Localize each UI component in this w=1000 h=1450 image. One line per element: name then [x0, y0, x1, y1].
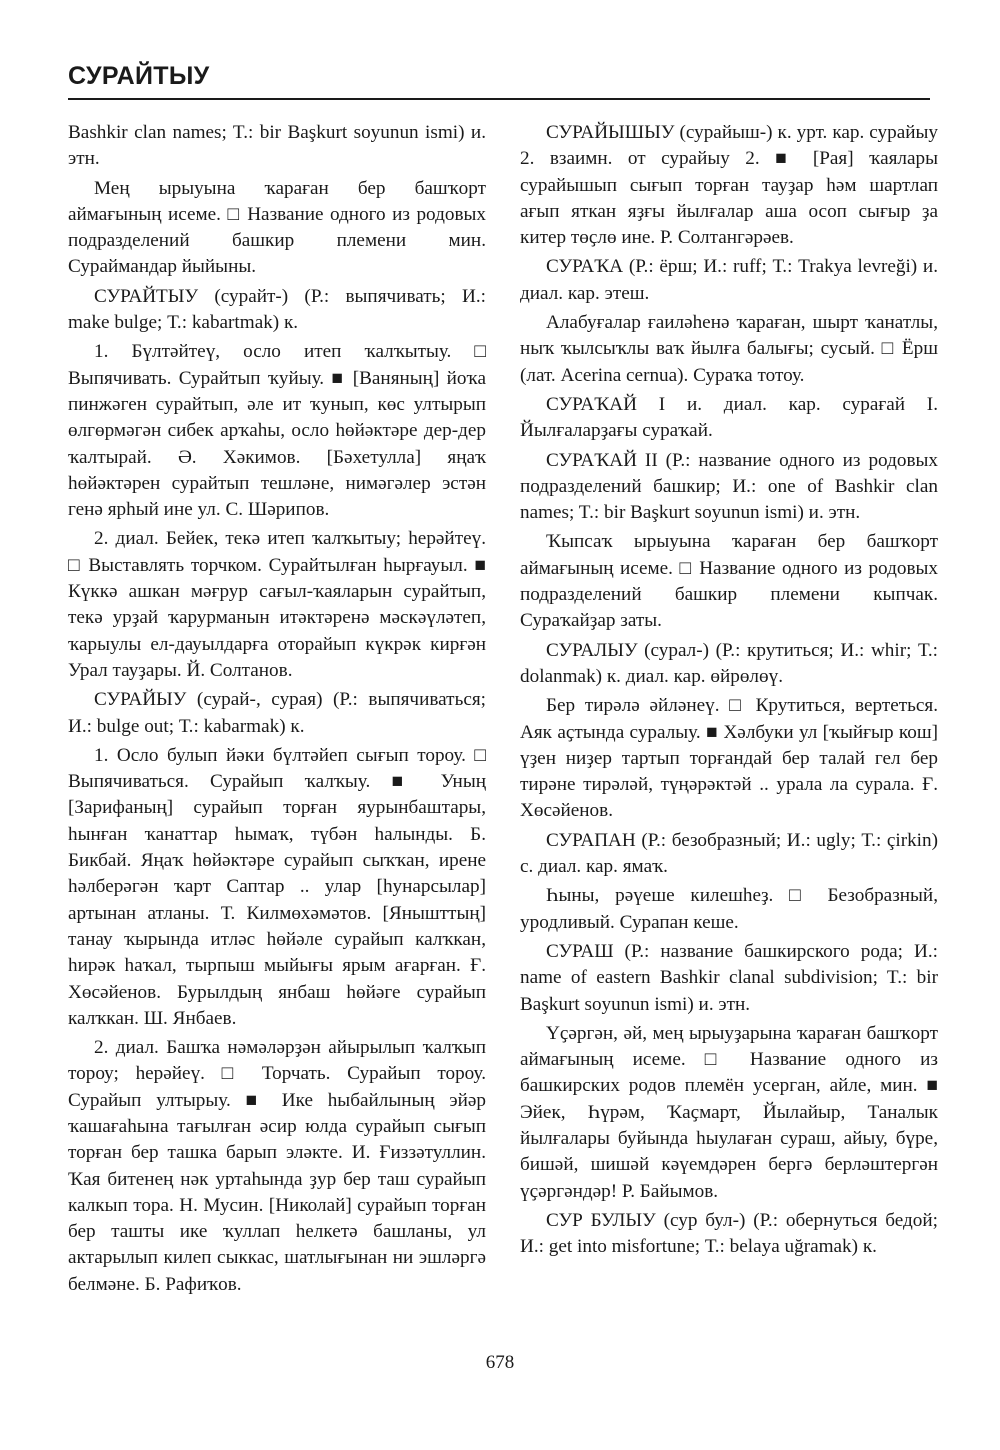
entry-headword-paragraph: СУРАЛЫУ (сурал-) (Р.: крутиться; И.: whir; Т.: dolanmak) к. диал. кар. өйрөлөү.: [520, 639, 938, 687]
entry-headword-paragraph: СУРАПАН (Р.: безобразный; И.: ugly; Т.: çirkin) с. диал. кар. ямаҡ.: [520, 829, 938, 878]
left-column: [68, 120, 486, 1301]
entry-paragraph: Һыны, рәүеше килешһеҙ. □ Безобразный, уродливый. Сурапан кеше.: [520, 885, 938, 933]
entry-headword-paragraph: СУРАҠАЙ I и. диал. кар. сурағай I. Йылғаларҙағы сураҡай.: [520, 393, 938, 442]
entry-paragraph: 1. Бүлтәйтеү, осло итеп ҡалҡытыу. □ Выпячивать. Сурайтып ҡуйыу. ■ [Ваняның] йоҡа пинжәген сурайтып, әле ит ҡунып, көс ултырып өлгөрмәгән сибек арҡаһы, осло һөйәктәре дер-дер ҡалтырай. Ә. Хәкимов. [Бәхетулла] яңаҡ һөйәктәрен сурайтып тешләне, нимәгәлер эстән генә ярһый ине ул. С. Шәрипов.: [68, 341, 486, 521]
entry-headword-paragraph: СУРАЙТЫУ (сурайт-) (Р.: выпячивать; И.: make bulge; Т.: kabartmak) к.: [68, 285, 486, 334]
entry-headword-paragraph: СУРАШ (Р.: название башкирского рода; И.: name of eastern Bashkir clanal subdivision; T.: bir Başkurt soyunun ismi) и. этн.: [520, 940, 938, 1015]
entry-headword-paragraph: СУР БУЛЫУ (сур бул-) (Р.: обернуться бедой; И.: get into misfortune; Т.: belaya uğramak) к.: [520, 1209, 938, 1258]
header-rule: [68, 98, 930, 100]
entry-paragraph: Мең ырыуына ҡараған бер башҡорт аймағының исеме. □ Название одного из родовых подразделений башкир племени мин. Сураймандар йыйыны.: [68, 177, 486, 278]
entry-paragraph: Бер тирәлә әйләнеү. □ Крутиться, вертеться. Аяк аҫтында суралыу. ■ Хәлбуки ул [ҡыйғыр кош] үҙен ниҙер тартып торғандай бер талай гел бер тирәне тирәләй, түңәрәктәй .. урала ла сурала. Ғ. Хөсәйенов.: [520, 695, 938, 822]
entry-headword-paragraph: СУРАҠАЙ II (Р.: название одного из родовых подразделений башкир; И.: one of Bashkir clan names; T.: bir Başkurt soyunun ismi) и. этн.: [520, 449, 938, 524]
entry-paragraph: 2. диал. Бейек, текә итеп ҡалҡытыу; һерәйтеү. □ Выставлять торчком. Сурайтылған һырғауыл. ■ Күккә ашкан мәғрур сағыл-ҡаяларын сурайтып, текә урҙай ҡарурманын итәктәренә мәскәүләтеп, ҡарыулы ел-дауылдарға оторайып күкрәк кирғән Урал тауҙары. Й. Солтанов.: [68, 528, 486, 681]
right-column: [520, 120, 938, 1263]
entry-paragraph: Bashkir clan names; T.: bir Başkurt soyunun ismi) и. этн.: [68, 122, 486, 170]
entry-paragraph: 1. Осло булып йәки бүлтәйеп сығып тороу. □ Выпячиваться. Сурайып ҡалҡыу. ■ Уның [Зарифаның] сурайып торған яурынбаштары, һынған ҡанаттар һымаҡ, түбән һалынды. Б. Бикбай. Яңаҡ һөйәктәре сурайып сыҡҡан, ирене һәлберәгән ҡарт Саптар .. улар [һунарсылар] артынан атланы. Т. Килмөхәмәтов. [Янышттың] танау ҡырында итләс һөйәле сурайып калҡкан, һирәк һаҡал, тырпыш мыйығы ярым ағарған. Ғ. Хөсәйенов. Бурылдың янбаш һөйәге сурайып калҡкан. Ш. Янбаев.: [68, 744, 486, 1029]
entry-paragraph: 2. диал. Башҡа нәмәләрҙән айырылып ҡалҡып тороу; һерәйеү. □ Торчать. Сурайып тороу. Сурайып ултырыу. ■ Ике һыбайлының эйәр ҡашағаһына тағылған әсир юлда сурайып сығып торған бер ташка барып эләкте. И. Ғиззәтуллин. Ҡая битенең нәк уртаһында ҙур бер таш сурайып калкып тора. Н. Мусин. [Николай] сурайып торған бер ташты ике ҡуллап һелкетә башланы, ул актарылып килеп сыккас, шатлығынан ни эшләргә белмәне. Б. Рафиҡов.: [68, 1037, 486, 1295]
entry-paragraph: Алабуғалар ғаиләһенә ҡараған, шырт ҡанатлы, ныҡ ҡылсыҡлы ваҡ йылға балығы; сусый. □ Ёрш (лат. Acerina cernua). Сураҡа тотоу.: [520, 312, 938, 386]
entry-headword-paragraph: СУРАҠА (Р.: ёрш; И.: ruff; Т.: Trakya levreği) и. диал. кар. этеш.: [520, 256, 938, 304]
entry-paragraph: Ҡыпсаҡ ырыуына ҡараған бер башҡорт аймағының исеме. □ Название одного из родовых подразделений башкир племени кыпчак. Сураҡайҙар заты.: [520, 531, 938, 632]
entry-paragraph: Үҫәргән, әй, мең ырыуҙарына ҡараған башҡорт аймағының исеме. □ Название одного из башкирских родов племён усерган, айле, мин. ■ Эйек, Һүрәм, Ҡаҫмарт, Йылайыр, Таналык йылғалары буйында һыулаған сураш, айыу, бүре, бишәй, шишәй кәүемдәрен бергә берләштергән үҫәргәндәр! Р. Байымов.: [520, 1022, 938, 1202]
entry-headword-paragraph: СУРАЙЫШЫУ (сурайыш-) к. урт. кар. сурайыу 2. взаимн. от сурайыу 2. ■ [Рая] ҡаялары сурайышып сығып торған тауҙар һәм шартлап ағып яткан яҙғы йылғалар аша осоп сығыр ҙа китер төҫлө ине. Р. Солтангәрәев.: [520, 122, 938, 249]
page-header-title: СУРАЙТЫУ: [68, 62, 210, 90]
page-number: 678: [485, 1352, 515, 1373]
entry-headword-paragraph: СУРАЙЫУ (сурай-, сурая) (Р.: выпячиваться; И.: bulge out; Т.: kabarmak) к.: [68, 689, 486, 737]
